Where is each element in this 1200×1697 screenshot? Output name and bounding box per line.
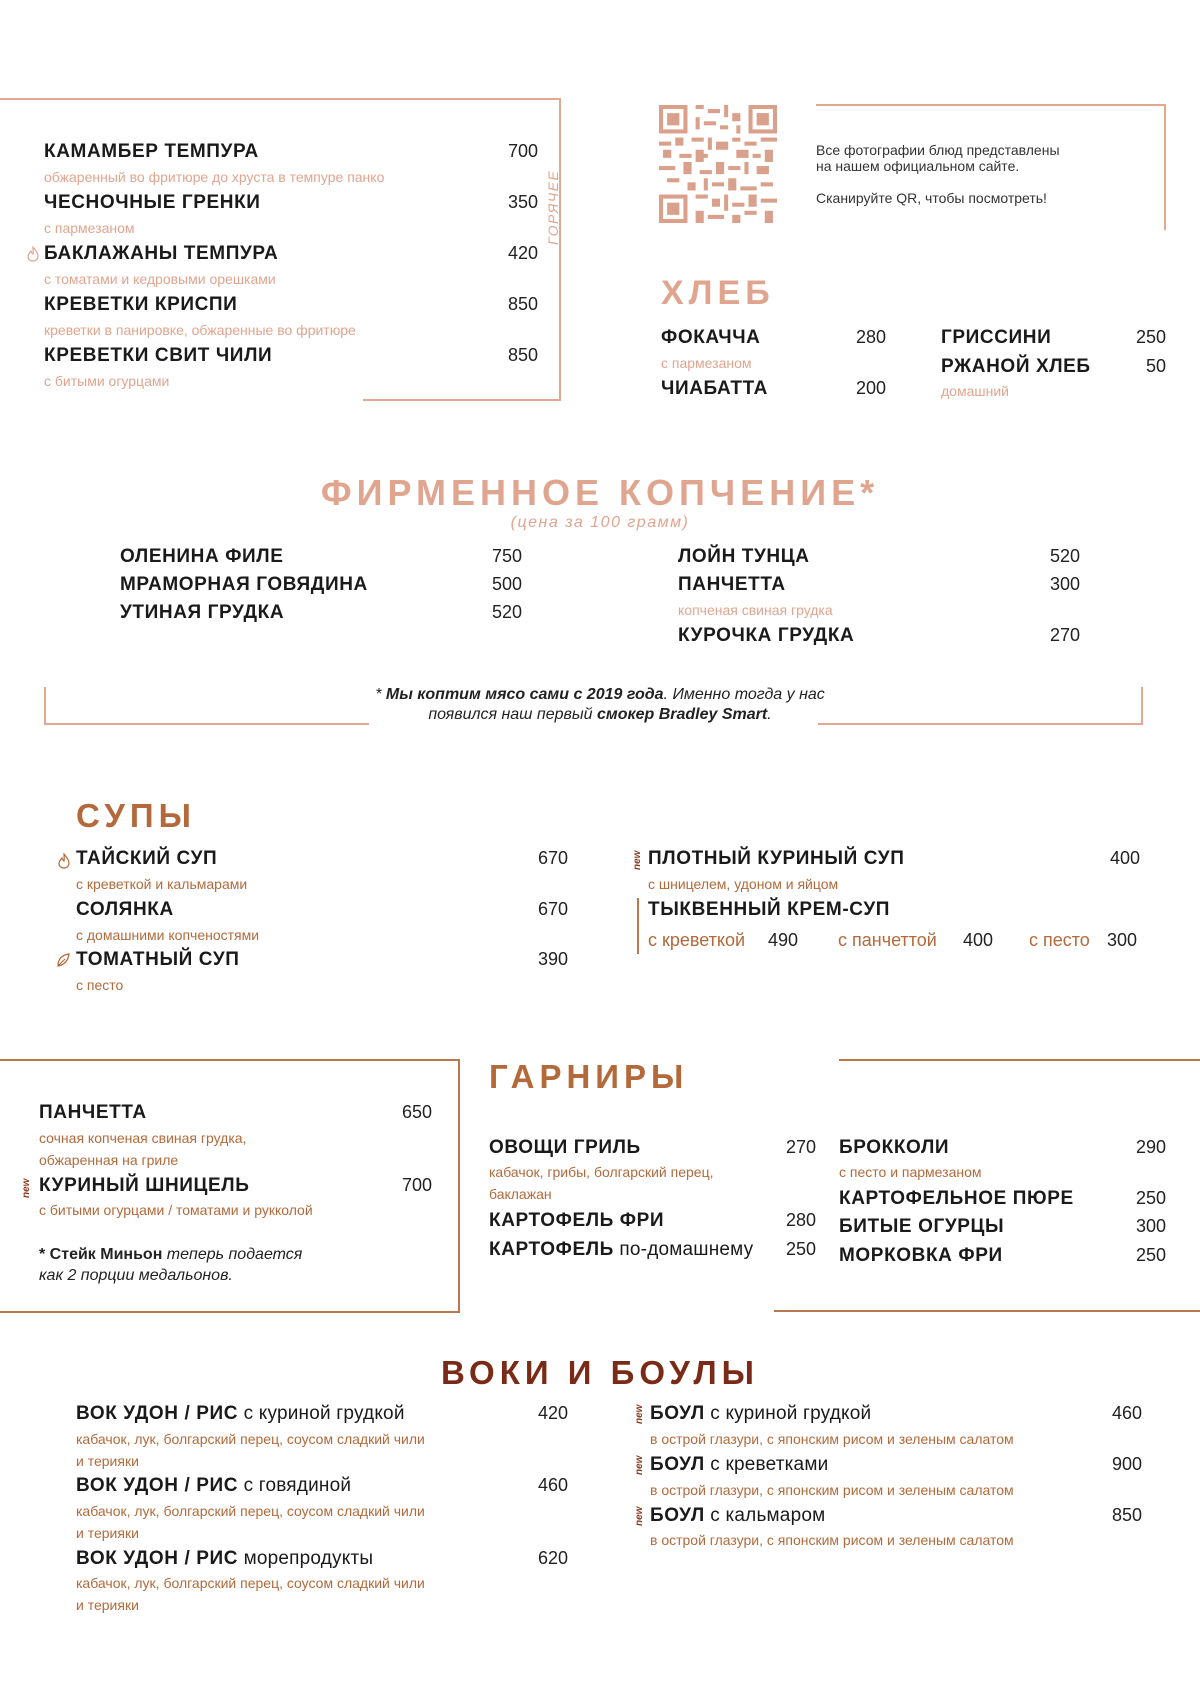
soup-item-price: 390: [537, 949, 568, 969]
wok-item-price: 460: [537, 1475, 568, 1495]
bread-item-desc: домашний: [941, 383, 1009, 399]
bowl-item-name: БОУЛ с кальмаром: [650, 1505, 826, 1526]
wok-item-name: ВОК УДОН / РИС морепродукты: [76, 1548, 374, 1569]
hot-item-name: КАМАМБЕР ТЕМПУРА: [44, 141, 259, 162]
bread-title: ХЛЕБ: [661, 274, 775, 312]
smoked-item-price: 750: [491, 546, 522, 566]
sides-title: ГАРНИРЫ: [489, 1058, 689, 1095]
soup-item-desc: с песто: [76, 977, 124, 993]
soup-item-name: ТАЙСКИЙ СУП: [76, 848, 218, 869]
hot-item-price: 700: [507, 141, 538, 161]
smoked-subtitle: (цена за 100 грамм): [510, 514, 690, 531]
soup-item-desc: с домашними копченостями: [76, 927, 260, 943]
pumpkin-option-price: 300: [1107, 930, 1138, 950]
smoked-item-name: ЛОЙН ТУНЦА: [678, 546, 810, 567]
qr-text-line3: Сканируйте QR, чтобы посмотреть!: [816, 190, 1047, 206]
qr-code-icon[interactable]: [659, 105, 777, 223]
soup-item-name: ТОМАТНЫЙ СУП: [76, 949, 240, 970]
pumpkin-option-price: 400: [963, 930, 994, 950]
bread-item-name: ГРИССИНИ: [941, 327, 1052, 348]
smoked-item-name: МРАМОРНАЯ ГОВЯДИНА: [120, 574, 368, 595]
bread-item-name: ЧИАБАТТА: [661, 378, 768, 399]
woks-title: ВОКИ И БОУЛЫ: [441, 1354, 759, 1391]
wok-item-name: ВОК УДОН / РИС с говядиной: [76, 1475, 352, 1496]
pumpkin-option: с креветкой: [648, 930, 746, 950]
hot-item-desc: креветки в панировке, обжаренные во фритюре: [44, 322, 356, 338]
bowl-item-desc: в острой глазури, с японским рисом и зеленым салатом: [650, 1431, 1014, 1447]
hot-item-desc: с пармезаном: [44, 220, 135, 236]
smoked-item-name: УТИНАЯ ГРУДКА: [120, 602, 285, 623]
hot-vertical-label: ГОРЯЧЕЕ: [545, 169, 561, 245]
new-badge: new: [634, 1455, 645, 1475]
wok-item-desc: и терияки: [76, 1597, 139, 1613]
side-item-price: 250: [1135, 1245, 1166, 1265]
side-item-price: 280: [785, 1210, 816, 1230]
side-item-name: КАРТОФЕЛЬ ФРИ: [489, 1210, 665, 1231]
wok-item-desc: кабачок, лук, болгарский перец, соусом сладкий чили: [76, 1503, 425, 1519]
hot-item-price: 350: [507, 192, 538, 212]
soup-item-price: 400: [1109, 848, 1140, 868]
side-item-price: 290: [1135, 1137, 1166, 1157]
hot-item-desc: обжаренный во фритюре до хруста в темпуре панко: [44, 169, 385, 185]
side-item-price: 300: [1135, 1216, 1166, 1236]
side-item-desc: с песто и пармезаном: [839, 1164, 982, 1180]
smoked-item-name: КУРОЧКА ГРУДКА: [678, 625, 855, 646]
bread-item-price: 200: [855, 378, 886, 398]
side-item-name: КАРТОФЕЛЬ по-домашнему: [489, 1239, 754, 1260]
pumpkin-option: с панчеттой: [838, 930, 937, 950]
hot-item-name: КРЕВЕТКИ КРИСПИ: [44, 294, 238, 315]
hot-item-price: 420: [507, 243, 538, 263]
smoked-title: ФИРМЕННОЕ КОПЧЕНИЕ*: [320, 472, 880, 513]
side-item-price: 700: [401, 1175, 432, 1195]
bowl-item-desc: в острой глазури, с японским рисом и зеленым салатом: [650, 1532, 1014, 1548]
wok-item-price: 620: [537, 1548, 568, 1568]
soup-item-name: ТЫКВЕННЫЙ КРЕМ-СУП: [648, 899, 891, 920]
side-item-desc: сочная копченая свиная грудка,: [39, 1130, 247, 1146]
smoked-note-line1: * Мы коптим мясо сами с 2019 года. Именно тогда у нас: [375, 686, 825, 703]
side-item-price: 250: [1135, 1188, 1166, 1208]
hot-item-desc: с томатами и кедровыми орешками: [44, 271, 276, 287]
soup-item-name: ПЛОТНЫЙ КУРИНЫЙ СУП: [648, 848, 905, 869]
side-item-name: БРОККОЛИ: [839, 1137, 950, 1158]
hot-item-desc: с битыми огурцами: [44, 373, 170, 389]
side-item-desc: кабачок, грибы, болгарский перец,: [489, 1164, 714, 1180]
soup-item-name: СОЛЯНКА: [76, 899, 174, 920]
leaf-icon: [56, 952, 70, 968]
side-item-price: 650: [401, 1102, 432, 1122]
new-badge: new: [634, 1404, 645, 1424]
wok-item-desc: и терияки: [76, 1525, 139, 1541]
hot-item-name: КРЕВЕТКИ СВИТ ЧИЛИ: [44, 345, 273, 366]
soup-item-desc: с шницелем, удоном и яйцом: [648, 876, 839, 892]
bread-item-price: 50: [1145, 356, 1166, 376]
pumpkin-option: с песто: [1029, 930, 1090, 950]
side-item-price: 250: [785, 1239, 816, 1259]
smoked-item-price: 520: [1049, 546, 1080, 566]
side-item-desc: с битыми огурцами / томатами и рукколой: [39, 1202, 313, 1218]
bowl-item-name: БОУЛ с креветками: [650, 1454, 829, 1475]
wok-item-desc: кабачок, лук, болгарский перец, соусом сладкий чили: [76, 1431, 425, 1447]
wok-item-price: 420: [537, 1403, 568, 1423]
bowl-item-price: 850: [1111, 1505, 1142, 1525]
side-item-desc: баклажан: [489, 1186, 552, 1202]
wok-item-desc: кабачок, лук, болгарский перец, соусом сладкий чили: [76, 1575, 425, 1591]
smoked-note-line2: появился наш первый смокер Bradley Smart.: [428, 706, 772, 723]
wok-item-name: ВОК УДОН / РИС с куриной грудкой: [76, 1403, 405, 1424]
hot-item-name: БАКЛАЖАНЫ ТЕМПУРА: [44, 243, 279, 264]
new-badge: new: [21, 1178, 32, 1198]
side-item-name: КУРИНЫЙ ШНИЦЕЛЬ: [39, 1175, 250, 1196]
smoked-item-name: ПАНЧЕТТА: [678, 574, 786, 595]
bread-item-price: 250: [1135, 327, 1166, 347]
smoked-item-desc: копченая свиная грудка: [678, 602, 833, 618]
side-item-name: ПАНЧЕТТА: [39, 1102, 147, 1123]
soup-item-price: 670: [537, 899, 568, 919]
qr-text-line2: на нашем официальном сайте.: [816, 158, 1020, 174]
smoked-item-price: 520: [491, 602, 522, 622]
bread-item-name: РЖАНОЙ ХЛЕБ: [941, 356, 1091, 377]
bread-item-price: 280: [855, 327, 886, 347]
hot-item-name: ЧЕСНОЧНЫЕ ГРЕНКИ: [44, 192, 261, 213]
steak-note-line2: как 2 порции медальонов.: [39, 1267, 233, 1284]
new-badge: new: [634, 1506, 645, 1526]
side-item-price: 270: [785, 1137, 816, 1157]
hot-item-price: 850: [507, 294, 538, 314]
hot-item-price: 850: [507, 345, 538, 365]
chili-icon: [57, 853, 71, 869]
qr-text-line1: Все фотографии блюд представлены: [816, 142, 1060, 158]
bowl-item-desc: в острой глазури, с японским рисом и зеленым салатом: [650, 1482, 1014, 1498]
wok-item-desc: и терияки: [76, 1453, 139, 1469]
smoked-item-price: 300: [1049, 574, 1080, 594]
soups-title: СУПЫ: [76, 797, 196, 834]
bowl-item-price: 460: [1111, 1403, 1142, 1423]
bread-item-name: ФОКАЧЧА: [661, 327, 761, 348]
side-item-name: ОВОЩИ ГРИЛЬ: [489, 1137, 641, 1158]
smoked-item-name: ОЛЕНИНА ФИЛЕ: [120, 546, 284, 567]
soup-item-desc: с креветкой и кальмарами: [76, 876, 248, 892]
bread-item-desc: с пармезаном: [661, 355, 752, 371]
side-item-name: КАРТОФЕЛЬНОЕ ПЮРЕ: [839, 1188, 1074, 1209]
side-item-name: БИТЫЕ ОГУРЦЫ: [839, 1216, 1005, 1237]
bowl-item-name: БОУЛ с куриной грудкой: [650, 1403, 872, 1424]
chili-icon: [26, 246, 40, 262]
steak-note-line1: * Стейк Миньон теперь подается: [39, 1246, 303, 1263]
soup-item-price: 670: [537, 848, 568, 868]
smoked-item-price: 500: [491, 574, 522, 594]
smoked-item-price: 270: [1049, 625, 1080, 645]
side-item-desc: обжаренная на гриле: [39, 1152, 179, 1168]
new-badge: new: [632, 850, 643, 870]
side-item-name: МОРКОВКА ФРИ: [839, 1245, 1003, 1266]
bowl-item-price: 900: [1111, 1454, 1142, 1474]
pumpkin-option-price: 490: [768, 930, 799, 950]
